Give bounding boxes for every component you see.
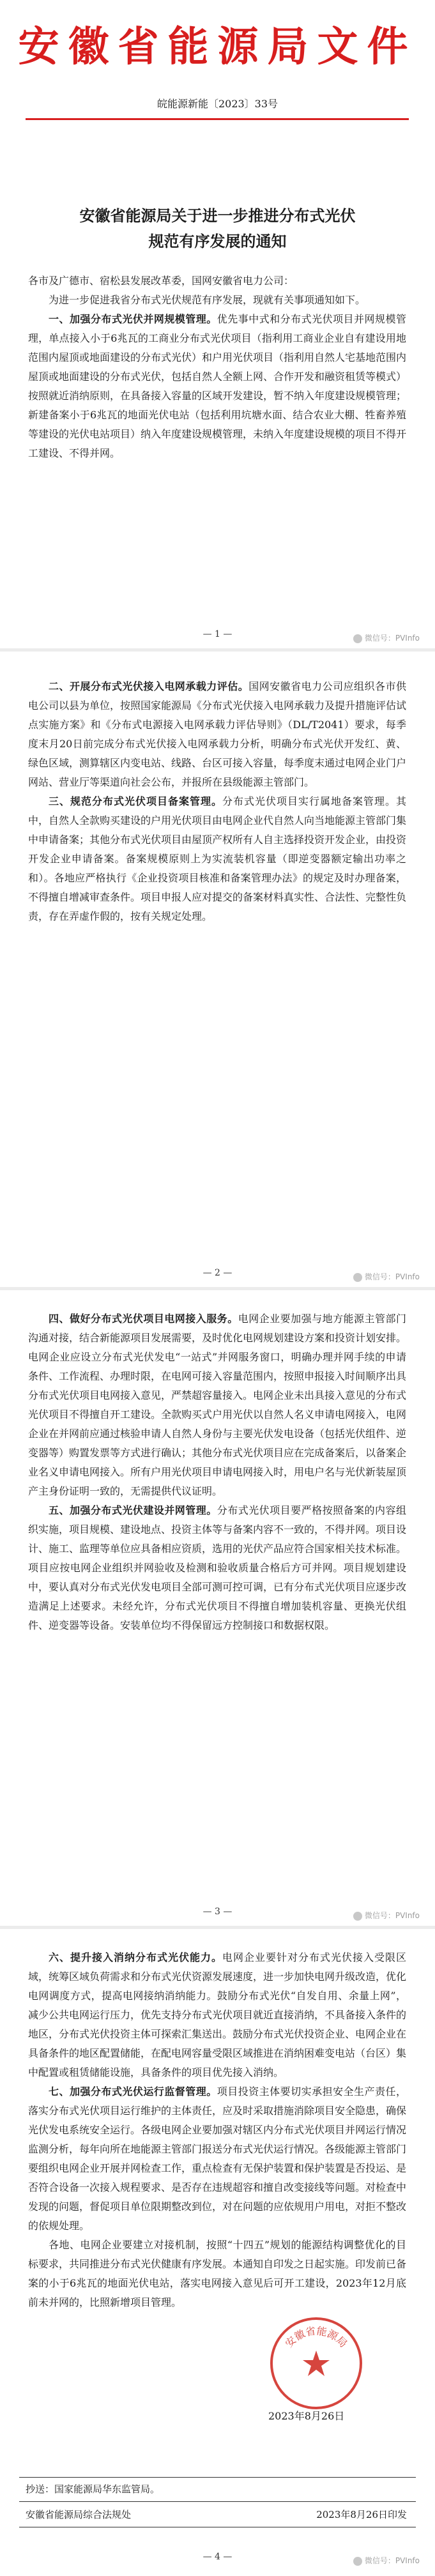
section-5 bbox=[28, 1501, 406, 1635]
body-page-3 bbox=[28, 1309, 406, 1635]
page-4 bbox=[0, 1929, 435, 2576]
section-1-heading: 一、加强分布式光伏并网规模管理。 bbox=[49, 313, 217, 325]
issuing-office: 安徽省能源局综合法规处 bbox=[26, 2509, 132, 2520]
page-number-4: — 4 — bbox=[202, 2552, 233, 2562]
section-7-heading: 七、加强分布式光伏运行监督管理。 bbox=[49, 2085, 217, 2098]
body-page-1 bbox=[28, 271, 406, 463]
signature-date: 2023年8月26日 bbox=[268, 2410, 345, 2422]
masthead-title: 安徽省能源局文件 bbox=[18, 24, 417, 71]
watermark-1 bbox=[353, 632, 420, 643]
watermark-text-1: 微信号：PVInfo bbox=[364, 634, 420, 643]
wechat-icon bbox=[353, 634, 362, 643]
wechat-icon bbox=[353, 2557, 362, 2566]
page-number-2: — 2 — bbox=[202, 1268, 233, 1278]
section-6-heading: 六、提升接入消纳分布式光伏能力。 bbox=[49, 1951, 222, 1963]
title-line-1: 安徽省能源局关于进一步推进分布式光伏 bbox=[79, 206, 356, 225]
title-line-2: 规范有序发展的通知 bbox=[148, 232, 287, 250]
section-7-text: 项目投资主体要切实承担安全生产责任，落实分布式光伏项目运行维护的主体责任，应及时采取措施消除项目安全隐患，确保光伏发电系统安全运行。各级电网企业要加强对辖区内分布式光伏项目并网运行情况监测分析，每年向所在地能源主管部门报送分布式光伏运行情况。各级能源主管部门要组织电网企业开展并网检查工作，重点检查有无保护装置和保护装置是否投运、是否符合设备一次接入规程要求、是否存在违规超容和擅自改变接线等问题。对检查中发现的问题，督促项目单位限期整改到位，对在问题的应依规用户用电，对拒不整改的依规处理。 bbox=[28, 2085, 407, 2232]
section-6-text: 电网企业要针对分布式光伏接入受限区域，统筹区域负荷需求和分布式光伏资源发展速度，进一步加快电网升级改造，优化电网调度方式，提高电网接纳消纳能力。鼓励分布式光伏“自发自用、余量上网”，减少公共电网运行压力，优先支持分布式光伏项目就近直接消纳，不具备接入条件的地区，分布式光伏投资主体可探索汇集送出。鼓励分布式光伏投资企业、电网企业在具备条件的地区配置储能，在配电网容量受限区域推进在消纳困难变电站（台区）集中配置或租赁储能设施，具备条件的项目优先接入消纳。 bbox=[28, 1951, 407, 2078]
watermark-text-2: 微信号：PVInfo bbox=[364, 1272, 420, 1281]
section-2-heading: 二、开展分布式光伏接入电网承载力评估。 bbox=[49, 680, 249, 692]
wechat-icon bbox=[353, 1912, 362, 1921]
cc-divider-top bbox=[19, 2477, 416, 2478]
page-1 bbox=[0, 0, 435, 652]
recipients: 各市及广德市、宿松县发展改革委，国网安徽省电力公司： bbox=[28, 275, 294, 287]
closing-text: 各地、电网企业要建立对接机制，按照“十四五”规划的能源结构调整优化的目标要求，共同推进分布式光伏健康有序发展。本通知自印发之日起实施。印发前已备案的小于6兆瓦的地面光伏电站，落实电网接入意见后可开工建设，2023年12月底前未并网的，比照新增项目管理。 bbox=[28, 2239, 407, 2308]
seal-star bbox=[303, 2351, 330, 2376]
page-3 bbox=[0, 1290, 435, 1929]
watermark-2 bbox=[353, 1271, 420, 1282]
watermark-3 bbox=[353, 1910, 420, 1921]
section-6 bbox=[28, 1948, 406, 2082]
seal-text: 安徽省能源局 bbox=[282, 2324, 350, 2350]
document-title bbox=[38, 203, 397, 254]
cc-divider-mid bbox=[19, 2501, 416, 2502]
page-number-1: — 1 — bbox=[202, 629, 233, 639]
section-2 bbox=[28, 677, 406, 792]
section-3-text: 分布式光伏项目实行属地备案管理。其中，自然人全款购买建设的户用光伏项目由电网企业代自然人向当地能源主管部门集中申请备案；其他分布式光伏项目由屋顶产权所有人自主选择投资开发企业，由投资开发企业申请备案。备案规模原则上为实流装机容量（即逆变器额定输出功率之和）。各地应严格执行《企业投资项目核准和备案管理办法》的规定及时办理备案，不得擅自增减审查条件。项目申报人应对提交的备案材料真实性、合法性、完整性负责，存在弄虚作假的，按有关规定处理。 bbox=[28, 795, 407, 922]
red-divider bbox=[26, 118, 409, 120]
section-3 bbox=[28, 792, 406, 926]
section-7 bbox=[28, 2082, 406, 2236]
page-2 bbox=[0, 652, 435, 1290]
wechat-icon bbox=[353, 1273, 362, 1282]
section-5-heading: 五、加强分布式光伏建设并网管理。 bbox=[49, 1504, 217, 1516]
watermark-text-4: 微信号：PVInfo bbox=[364, 2556, 420, 2565]
section-3-heading: 三、规范分布式光伏项目备案管理。 bbox=[49, 795, 222, 807]
section-2-text: 国网安徽省电力公司应组织各市供电公司以县为单位，按照国家能源局《分布式光伏接入电网承载力及提升措施评估试点实施方案》和《分布式电源接入电网承载力评估导则》（DL/T2041）要求，每季度末月20日前完成分布式光伏接入电网承载力分析，明确分布式光伏开发红、黄、绿色区域，测算辖区内变电站、线路、台区可接入容量，每季度末通过电网企业门户网站、营业厅等渠道向社会公布，并报所在县级能源主管部门。 bbox=[28, 680, 407, 788]
section-5-text: 分布式光伏项目要严格按照备案的内容组织实施，项目规模、建设地点、投资主体等与备案内容不一致的，不得并网。项目设计、施工、监理等单位应具备相应资质，选用的光伏产品应符合国家相关技术标准。项目应按电网企业组织并网验收及检测和验收质量合格后方可并网。项目规划建设中，要认真对分布式光伏发电项目全部可测可控可调，已有分布式光伏项目应逐步改造满足上述要求。未经允许，分布式光伏项目不得擅自增加装机容量、更换光伏组件、逆变器等设备。安装单位均不得保留远方控制接口和数据权限。 bbox=[28, 1504, 407, 1631]
body-page-4 bbox=[28, 1948, 406, 2312]
section-4-text: 电网企业要加强与地方能源主管部门沟通对接，结合新能源项目发展需要，及时优化电网规划建设方案和投资计划安排。电网企业应设立分布式光伏发电“一站式”并网服务窗口，明确办理并网手续的申请条件、工作流程、办理时限，在电网可接入容量范围内，按照申报接入时间顺序出具分布式光伏项目电网接入意见，严禁超容量接入。电网企业未出具接入意见的分布式光伏项目不得擅自开工建设。全款购买式户用光伏以自然人名义申请电网接入，电网企业在并网前应通过核验申请人自然人身份与主要光伏发电设备（包括光伏组件、逆变器等）购置发票等方式进行确认；其他分布式光伏项目应在完成备案后，以备案企业名义申请电网接入。所有户用光伏项目申请电网接入时，用电户名与光伏新装屋顶产主身份证明一致的，无需提供代议证明。 bbox=[28, 1313, 407, 1497]
section-4-heading: 四、做好分布式光伏项目电网接入服务。 bbox=[49, 1313, 238, 1325]
issue-date: 2023年8月26日印发 bbox=[316, 2509, 407, 2520]
document-number: 皖能源新能〔2023〕33号 bbox=[156, 98, 279, 110]
section-4 bbox=[28, 1309, 406, 1501]
intro-paragraph: 为进一步促进我省分布式光伏规范有序发展，现就有关事项通知如下。 bbox=[49, 294, 366, 306]
watermark-4 bbox=[353, 2555, 420, 2566]
body-page-2 bbox=[28, 677, 406, 926]
page-number-3: — 3 — bbox=[202, 1907, 233, 1917]
section-1-text: 优先事中式和分布式光伏项目并网规模管理，单点接入小于6兆瓦的工商业分布式光伏项目（指利用工商业企业自有建设用地范围内屋顶或地面建设的分布式光伏）和户用光伏项目（指利用自然人宅基地范围内屋顶或地面建设的分布式光伏，包括自然人全额上网、合作开发和融资租赁等模式）按照就近消纳原则，在具备接入容量的区域开发建设，暂不纳入年度建设规模管理；新建备案小于6兆瓦的地面光伏电站（包括利用坑塘水面、结合农业大棚、牲畜养殖等建设的光伏电站项目）纳入年度建设规模管理，未纳入年度建设规模的项目不得开工建设、不得并网。 bbox=[28, 313, 407, 459]
closing-paragraph bbox=[28, 2236, 406, 2312]
watermark-text-3: 微信号：PVInfo bbox=[364, 1911, 420, 1920]
section-1 bbox=[28, 310, 406, 463]
official-seal bbox=[268, 2315, 364, 2411]
cc-list: 抄送：国家能源局华东监管局。 bbox=[26, 2483, 160, 2495]
